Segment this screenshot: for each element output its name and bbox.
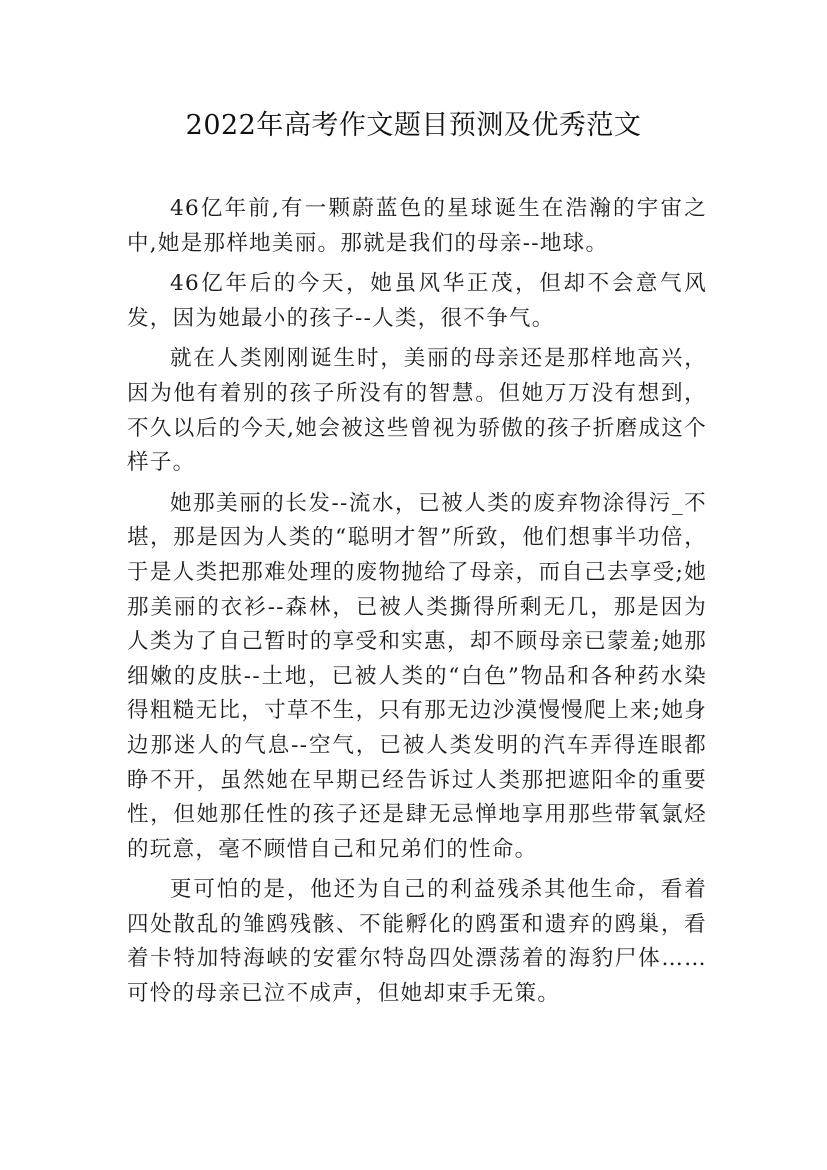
- paragraph-2: 46亿年后的今天，她虽风华正茂，但却不会意气风发，因为她最小的孩子--人类，很不争气。: [127, 271, 707, 331]
- paragraph-4: 她那美丽的长发--流水，已被人类的废弃物涂得污_不堪，那是因为人类的“聪明才智”所致，他们想事半功倍，于是人类把那难处理的废物抛给了母亲，而自己去享受;她那美丽的衣衫--森林，已被人类撕得所剩无几，那是因为人类为了自己暂时的享受和实惠，却不顾母亲已蒙羞;她那细嫩的皮肤--土地，已被人类的“白色”物品和各种药水染得粗糙无比，寸草不生，只有那无边沙漠慢慢爬上来;她身边那迷人的气息--空气，已被人类发明的汽车弄得连眼都睁不开，虽然她在早期已经告诉过人类那把遮阳伞的重要性，但她那任性的孩子还是肆无忌惮地享用那些带氧氯烃的玩意，毫不顾惜自己和兄弟们的性命。: [127, 490, 707, 862]
- document-title: 2022年高考作文题目预测及优秀范文: [185, 110, 642, 141]
- paragraph-5: 更可怕的是，他还为自己的利益残杀其他生命，看着四处散乱的雏鸥残骸、不能孵化的鸥蛋和遗弃的鸥巢，看着卡特加特海峡的安霍尔特岛四处漂荡着的海豹尸体……可怜的母亲已泣不成声，但她却束手无策。: [127, 877, 707, 1007]
- document-body: [127, 192, 707, 1018]
- paragraph-3: 就在人类刚刚诞生时，美丽的母亲还是那样地高兴，因为他有着别的孩子所没有的智慧。但她万万没有想到，不久以后的今天,她会被这些曾视为骄傲的孩子折磨成这个样子。: [127, 346, 707, 476]
- paragraph-1: 46亿年前,有一颗蔚蓝色的星球诞生在浩瀚的宇宙之中,她是那样地美丽。那就是我们的母亲--地球。: [127, 196, 707, 256]
